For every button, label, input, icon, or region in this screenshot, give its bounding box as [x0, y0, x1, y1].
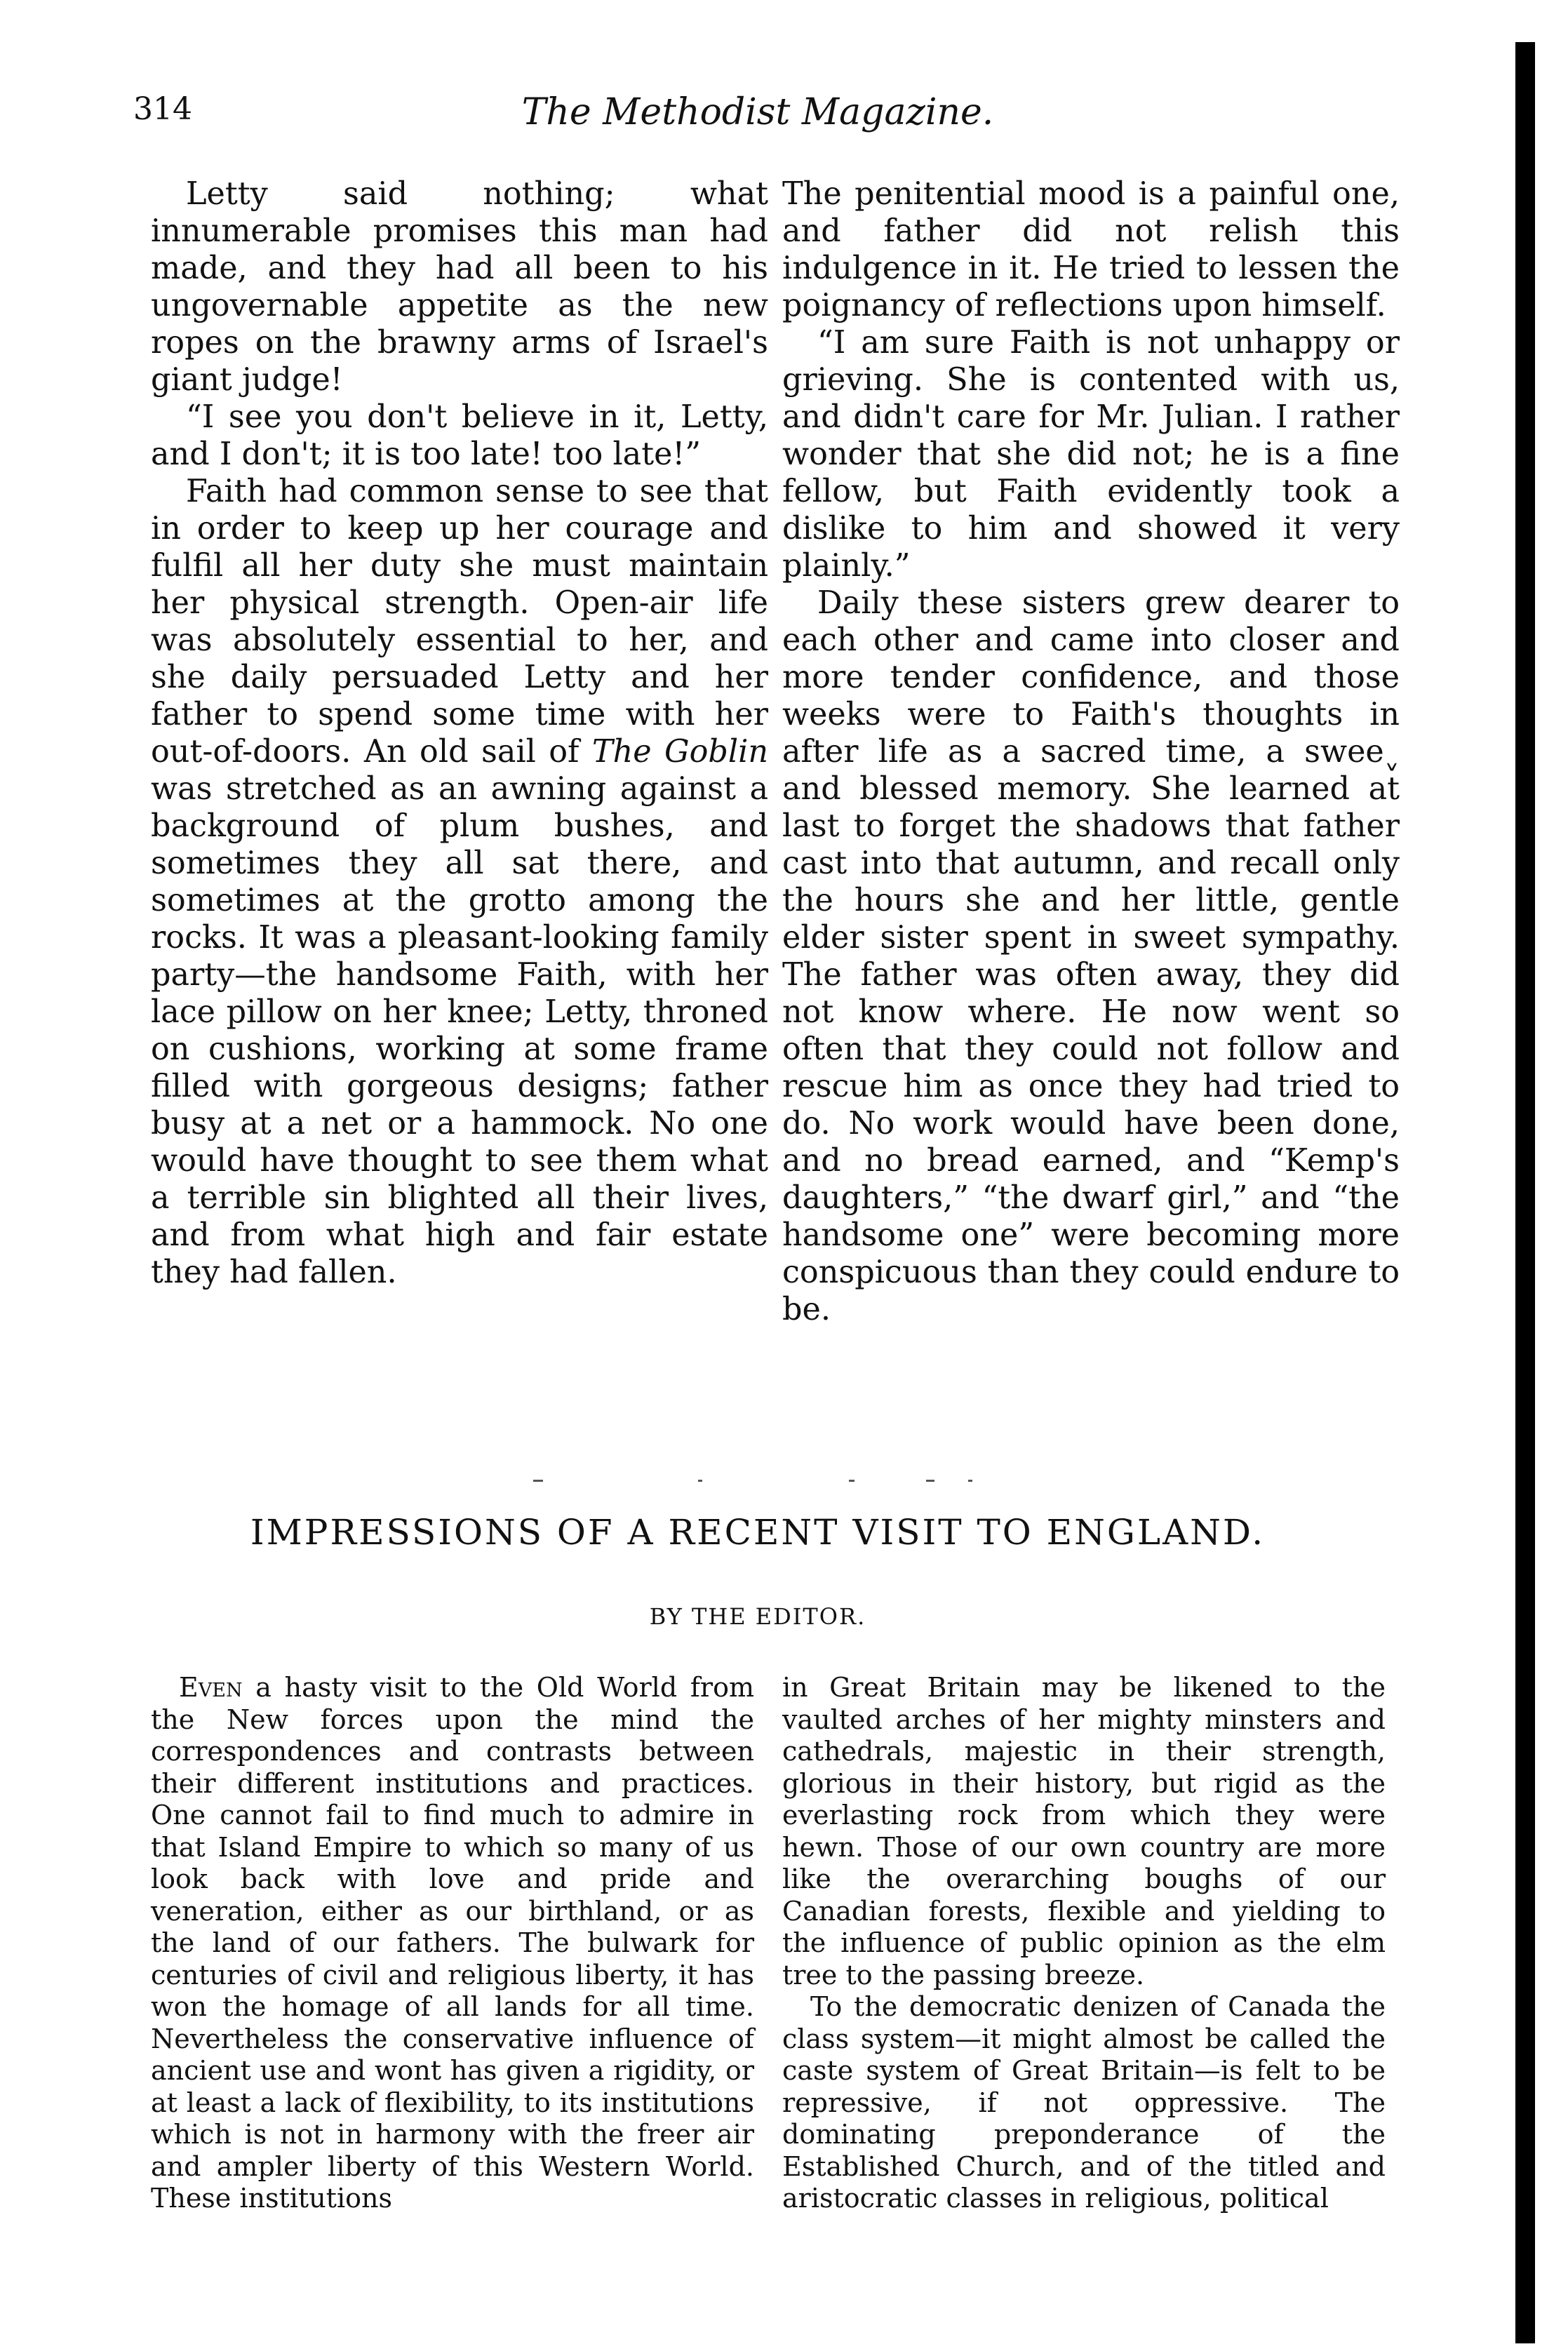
essay-right-column [782, 1672, 1386, 2215]
page-header [133, 91, 1382, 147]
story-paragraph: “I see you don't believe in it, Letty, and I don't; it is too late! too late!” [151, 399, 768, 472]
opening-word: Even [179, 1672, 243, 1703]
essay-text: a hasty visit to the Old World from the New forces upon the mind the correspondences and contrasts between their different institutions and practices. One cannot fail to find much to admire in that Island Empire to which so many of us look back with love and pride and veneration, either as our birthland, or as the land of our fathers. The bulwark for centuries of civil and religious liberty, it has won the homage of all lands for all time. Nevertheless the conservative influence of ancient use and wont has given a rigidity, or at least a lack of flexibility, to its institutions which is not in harmony with the freer air and ampler liberty of this Western World. These institutions [151, 1672, 754, 2214]
article-title: IMPRESSIONS OF A RECENT VISIT TO ENGLAND. [250, 1512, 1266, 1553]
story-paragraph: “I am sure Faith is not unhappy or grieving. She is contented with us, and didn't care for Mr. Julian. I rather wonder that she did not; he is a fine fellow, but Faith evidently took a dislike to him and showed it very plainly.” [782, 325, 1400, 584]
essay-left-column [151, 1672, 754, 2215]
story-text: Faith had common sense to see that in order to keep up her courage and fulfil all her duty she must maintain her physical strength. Open-air life was absolutely essential to her, and she daily persuaded Letty and her father to spend some time with her out-of-doors. An old sail of [151, 474, 768, 770]
essay-paragraph [151, 1672, 754, 2215]
page-number: 314 [133, 91, 192, 127]
page-edge-shadow [1515, 42, 1535, 2343]
story-left-column [151, 175, 768, 1291]
story-paragraph: Letty said nothing; what innumerable promises this man had made, and they had all been to his ungovernable appetite as the new ropes on the brawny arms of Israel's giant judge! [151, 176, 768, 398]
running-title: The Methodist Magazine. [521, 91, 994, 133]
story-right-column [782, 175, 1400, 1328]
story-paragraph: The penitential mood is a painful one, and father did not relish this indulgence in it. He tried to lessen the poignancy of reflections upon himself. [782, 176, 1400, 323]
story-text: was stretched as an awning against a background of plum bushes, and sometimes they all sat there, and sometimes at the grotto among the rocks. It was a pleasant-looking family party—the handsome Faith, with her lace pillow on her knee; Letty, throned on cushions, working at some frame filled with gorgeous designs; father busy at a net or a hammock. No one would have thought to see them what a terrible sin blighted all their lives, and from what high and fair estate they had fallen. [151, 771, 768, 1290]
essay-paragraph: To the democratic denizen of Canada the class system—it might almost be called the caste system of Great Britain—is felt to be repressive, if not oppressive. The dominating preponderance of the Established Church, and of the titled and aristocratic classes in religious, political [782, 1991, 1386, 2214]
story-paragraph: Daily these sisters grew dearer to each other and came into closer and more tender confidence, and those weeks were to Faith's thoughts in after life as a sacred time, a sweeˬ and blessed memory. She learned at last to forget the shadows that father cast into that autumn, and recall only the hours she and her little, gentle elder sister spent in sweet sympathy. The father was often away, they did not know where. He now went so often that they could not follow and rescue him as once they had tried to do. No work would have been done, and no bread earned, and “Kemp's daughters,” “the dwarf girl,” and “the handsome one” were becoming more conspicuous than they could endure to be. [782, 585, 1400, 1327]
story-paragraph [151, 473, 768, 1291]
ship-name: The Goblin [591, 734, 768, 770]
essay-paragraph: in Great Britain may be likened to the vaulted arches of her mighty minsters and cathedrals, majestic in their strength, glorious in their history, but rigid as the everlasting rock from which they were hewn. Those of our own country are more like the overarching boughs of our Canadian forests, flexible and yielding to the influence of public opinion as the elm tree to the passing breeze. [782, 1672, 1386, 1990]
article-byline: BY THE EDITOR. [649, 1603, 866, 1630]
section-divider [519, 1473, 1024, 1487]
